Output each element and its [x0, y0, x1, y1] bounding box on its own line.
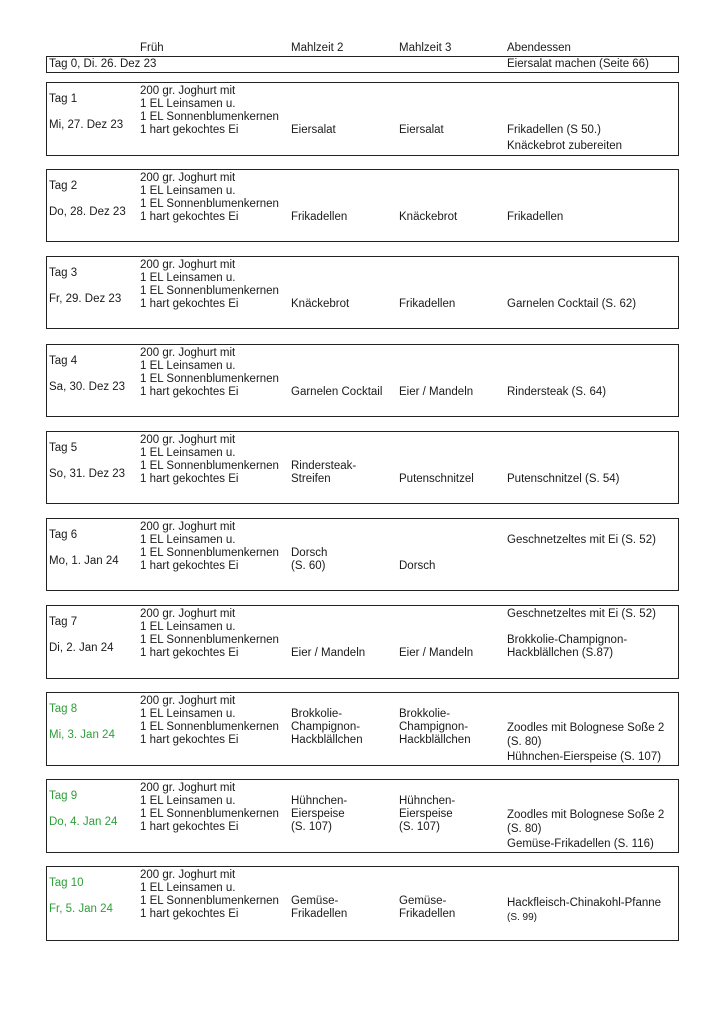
- fruh-line-4: 1 hart gekochtes Ei: [140, 647, 239, 659]
- mahlzeit-3: Eiersalat: [399, 124, 444, 136]
- day-label: Tag 1: [49, 93, 78, 105]
- fruh-line-1: 200 gr. Joghurt mit: [140, 869, 236, 881]
- fruh-line-3: 1 EL Sonnenblumenkernen: [140, 808, 279, 820]
- mahlzeit-2-line-2: (S. 60): [291, 560, 326, 572]
- mahlzeit-3-line-1: Brokkolie-: [399, 708, 451, 720]
- fruh-line-4: 1 hart gekochtes Ei: [140, 821, 239, 833]
- fruh-line-4: 1 hart gekochtes Ei: [140, 473, 239, 485]
- day-9-block: [46, 779, 679, 853]
- mahlzeit-2-line-2: Eierspeise: [291, 808, 345, 820]
- header-fruh: Früh: [140, 42, 164, 54]
- fruh-line-4: 1 hart gekochtes Ei: [140, 386, 239, 398]
- fruh-line-1: 200 gr. Joghurt mit: [140, 434, 236, 446]
- fruh-line-1: 200 gr. Joghurt mit: [140, 521, 236, 533]
- fruh-line-4: 1 hart gekochtes Ei: [140, 124, 239, 136]
- abendessen-line-1: Hackfleisch-Chinakohl-Pfanne: [507, 897, 662, 909]
- fruh-line-3: 1 EL Sonnenblumenkernen: [140, 198, 279, 210]
- fruh-line-2: 1 EL Leinsamen u.: [140, 360, 236, 372]
- fruh-line-2: 1 EL Leinsamen u.: [140, 534, 236, 546]
- abendessen: Garnelen Cocktail (S. 62): [507, 298, 637, 310]
- abendessen-line-2: (S. 80): [507, 736, 542, 748]
- day-label: Tag 3: [49, 267, 78, 279]
- fruh-line-2: 1 EL Leinsamen u.: [140, 98, 236, 110]
- mahlzeit-2: Knäckebrot: [291, 298, 350, 310]
- mahlzeit-2-line-2: Streifen: [291, 473, 331, 485]
- mahlzeit-2-line-1: Hühnchen-: [291, 795, 348, 807]
- mahlzeit-3: Dorsch: [399, 560, 436, 572]
- abendessen-line-3: Hackblällchen (S.87): [507, 647, 614, 659]
- day-label: Tag 9: [49, 790, 78, 802]
- day-date: So, 31. Dez 23: [49, 468, 126, 480]
- mahlzeit-2: Garnelen Cocktail: [291, 386, 383, 398]
- fruh-line-1: 200 gr. Joghurt mit: [140, 347, 236, 359]
- mahlzeit-3-line-1: Hühnchen-: [399, 795, 456, 807]
- day-date: Mi, 3. Jan 24: [49, 729, 115, 741]
- fruh-line-4: 1 hart gekochtes Ei: [140, 734, 239, 746]
- abendessen-line-3: Gemüse-Frikadellen (S. 116): [507, 838, 654, 850]
- mahlzeit-3: Knäckebrot: [399, 211, 458, 223]
- fruh-line-2: 1 EL Leinsamen u.: [140, 621, 236, 633]
- fruh-line-1: 200 gr. Joghurt mit: [140, 608, 236, 620]
- fruh-line-1: 200 gr. Joghurt mit: [140, 782, 236, 794]
- abendessen-line-1: Frikadellen (S 50.): [507, 124, 601, 136]
- day-date: Do, 28. Dez 23: [49, 206, 126, 218]
- day-6-block: [46, 518, 679, 591]
- fruh-line-2: 1 EL Leinsamen u.: [140, 272, 236, 284]
- fruh-line-1: 200 gr. Joghurt mit: [140, 695, 236, 707]
- day-label: Tag 2: [49, 180, 78, 192]
- mahlzeit-2-line-2: Frikadellen: [291, 908, 348, 920]
- day-5-block: [46, 431, 679, 504]
- day-date: Fr, 5. Jan 24: [49, 903, 113, 915]
- day-date: Fr, 29. Dez 23: [49, 293, 122, 305]
- fruh-line-4: 1 hart gekochtes Ei: [140, 908, 239, 920]
- mahlzeit-3-line-1: Gemüse-: [399, 895, 447, 907]
- day-4-block: [46, 344, 679, 417]
- fruh-line-4: 1 hart gekochtes Ei: [140, 211, 239, 223]
- day-label: Tag 6: [49, 529, 78, 541]
- fruh-line-4: 1 hart gekochtes Ei: [140, 298, 239, 310]
- abendessen: Putenschnitzel (S. 54): [507, 473, 620, 485]
- abendessen-line-3: Hühnchen-Eierspeise (S. 107): [507, 751, 662, 763]
- fruh-line-2: 1 EL Leinsamen u.: [140, 185, 236, 197]
- mahlzeit-2: Eier / Mandeln: [291, 647, 366, 659]
- day-date: Do, 4. Jan 24: [49, 816, 118, 828]
- day-date: Mo, 1. Jan 24: [49, 555, 119, 567]
- mahlzeit-3-line-2: Eierspeise: [399, 808, 453, 820]
- mahlzeit-3-line-3: Hackblällchen: [399, 734, 471, 746]
- fruh-line-2: 1 EL Leinsamen u.: [140, 882, 236, 894]
- fruh-line-2: 1 EL Leinsamen u.: [140, 447, 236, 459]
- fruh-line-3: 1 EL Sonnenblumenkernen: [140, 111, 279, 123]
- abendessen-line-1: Geschnetzeltes mit Ei (S. 52): [507, 608, 656, 620]
- mahlzeit-2-line-1: Rindersteak-: [291, 460, 357, 472]
- mahlzeit-2-line-1: Dorsch: [291, 547, 328, 559]
- day-2-block: [46, 169, 679, 242]
- mahlzeit-3: Putenschnitzel: [399, 473, 474, 485]
- abendessen-line-2: Knäckebrot zubereiten: [507, 140, 623, 152]
- day-label: Tag 5: [49, 442, 78, 454]
- day-0-label: Tag 0, Di. 26. Dez 23: [49, 58, 157, 70]
- fruh-line-3: 1 EL Sonnenblumenkernen: [140, 373, 279, 385]
- mahlzeit-3: Frikadellen: [399, 298, 456, 310]
- abendessen-line-1: Zoodles mit Bolognese Soße 2: [507, 809, 665, 821]
- day-date: Mi, 27. Dez 23: [49, 119, 124, 131]
- mahlzeit-3: Eier / Mandeln: [399, 386, 474, 398]
- fruh-line-2: 1 EL Leinsamen u.: [140, 708, 236, 720]
- day-date: Di, 2. Jan 24: [49, 642, 114, 654]
- mahlzeit-2-line-2: Champignon-: [291, 721, 361, 733]
- mahlzeit-3: Eier / Mandeln: [399, 647, 474, 659]
- mahlzeit-3-line-3: (S. 107): [399, 821, 440, 833]
- mahlzeit-2: Frikadellen: [291, 211, 348, 223]
- fruh-line-1: 200 gr. Joghurt mit: [140, 172, 236, 184]
- header-mahlzeit-2: Mahlzeit 2: [291, 42, 344, 54]
- abendessen: Frikadellen: [507, 211, 564, 223]
- day-1-block: [46, 82, 679, 156]
- fruh-line-1: 200 gr. Joghurt mit: [140, 85, 236, 97]
- mahlzeit-2-line-1: Brokkolie-: [291, 708, 343, 720]
- mahlzeit-2-line-1: Gemüse-: [291, 895, 339, 907]
- abendessen-line-1: Zoodles mit Bolognese Soße 2: [507, 722, 665, 734]
- abendessen-line-2: Brokkolie-Champignon-: [507, 634, 628, 646]
- fruh-line-3: 1 EL Sonnenblumenkernen: [140, 634, 279, 646]
- mahlzeit-2: Eiersalat: [291, 124, 336, 136]
- day-label: Tag 10: [49, 877, 84, 889]
- day-7-block: [46, 605, 679, 679]
- abendessen: Geschnetzeltes mit Ei (S. 52): [507, 534, 656, 546]
- day-label: Tag 7: [49, 616, 78, 628]
- fruh-line-2: 1 EL Leinsamen u.: [140, 795, 236, 807]
- day-label: Tag 8: [49, 703, 78, 715]
- day-10-block: [46, 866, 679, 941]
- mahlzeit-2-line-3: (S. 107): [291, 821, 332, 833]
- fruh-line-3: 1 EL Sonnenblumenkernen: [140, 547, 279, 559]
- day-0-abendessen: Eiersalat machen (Seite 66): [507, 58, 649, 70]
- mahlzeit-3-line-2: Frikadellen: [399, 908, 456, 920]
- fruh-line-3: 1 EL Sonnenblumenkernen: [140, 285, 279, 297]
- fruh-line-3: 1 EL Sonnenblumenkernen: [140, 721, 279, 733]
- header-mahlzeit-3: Mahlzeit 3: [399, 42, 452, 54]
- day-label: Tag 4: [49, 355, 78, 367]
- fruh-line-4: 1 hart gekochtes Ei: [140, 560, 239, 572]
- fruh-line-3: 1 EL Sonnenblumenkernen: [140, 460, 279, 472]
- day-0-row: [46, 56, 679, 73]
- abendessen-line-2: (S. 99): [507, 912, 538, 923]
- mahlzeit-2-line-3: Hackblällchen: [291, 734, 363, 746]
- day-3-block: [46, 256, 679, 329]
- day-date: Sa, 30. Dez 23: [49, 381, 126, 393]
- fruh-line-3: 1 EL Sonnenblumenkernen: [140, 895, 279, 907]
- header-abendessen: Abendessen: [507, 42, 571, 54]
- abendessen-line-2: (S. 80): [507, 823, 542, 835]
- abendessen: Rindersteak (S. 64): [507, 386, 607, 398]
- day-8-block: [46, 692, 679, 766]
- fruh-line-1: 200 gr. Joghurt mit: [140, 259, 236, 271]
- mahlzeit-3-line-2: Champignon-: [399, 721, 469, 733]
